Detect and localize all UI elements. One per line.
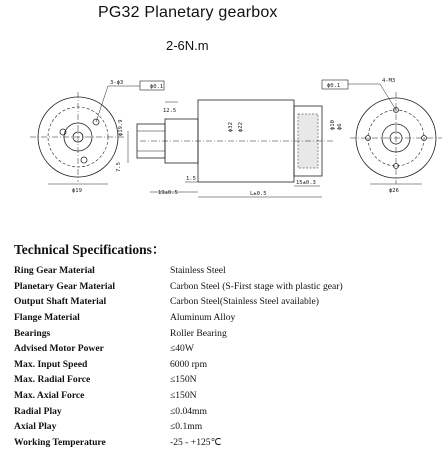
torque-rating: 2-6N.m: [166, 38, 209, 53]
left-holes-dim: 3-ϕ3: [110, 80, 124, 86]
right-dia-dim: ϕ26: [389, 188, 399, 194]
spec-label: Bearings: [14, 327, 51, 339]
dim-12-5: 12.5: [163, 108, 177, 114]
spec-label: Working Temperature: [14, 436, 106, 448]
left-tol-dim: ϕ0.1: [150, 84, 164, 90]
specs-heading: Technical Specifications：: [14, 242, 166, 257]
right-holes-dim: 4-M3: [382, 78, 396, 84]
dim-7-5: 7.5: [116, 162, 122, 172]
spec-row: [14, 279, 439, 295]
spec-label: Advised Motor Power: [14, 343, 104, 355]
gearbox-body: [198, 100, 294, 182]
spec-row: [14, 294, 439, 310]
spec-row: [14, 403, 439, 419]
spec-value: ≤0.1mm: [170, 421, 203, 433]
spec-row: [14, 310, 439, 326]
dim-1-5: 1.5: [186, 176, 196, 182]
spec-value: ≤150N: [170, 374, 197, 386]
spec-row: [14, 357, 439, 373]
spec-label: Output Shaft Material: [14, 296, 107, 308]
spec-row: [14, 263, 439, 279]
gearbox-drawing-svg: [0, 74, 447, 210]
spec-label: Axial Play: [14, 421, 57, 433]
spec-row: [14, 435, 439, 450]
spec-row: [14, 388, 439, 404]
spec-value: ≤150N: [170, 390, 197, 402]
left-dia-dim: ϕ19: [72, 188, 82, 194]
spec-value: Roller Bearing: [170, 327, 227, 339]
technical-drawing: [0, 74, 447, 210]
spec-label: Max. Input Speed: [14, 358, 88, 370]
dim-phi32: ϕ32: [228, 122, 234, 132]
dim-phi19-9: ϕ19.9: [118, 119, 124, 136]
spec-label: Max. Axial Force: [14, 390, 85, 402]
spec-label: Flange Material: [14, 312, 80, 324]
spec-value: Aluminum Alloy: [170, 312, 236, 324]
right-tol-dim: ϕ0.1: [327, 83, 341, 89]
spec-row: [14, 325, 439, 341]
spec-value: Carbon Steel(Stainless Steel available): [170, 296, 319, 308]
spec-row: [14, 419, 439, 435]
spec-value: Carbon Steel (S-First stage with plastic gear): [170, 280, 343, 292]
spec-value: ≤0.04mm: [170, 405, 207, 417]
spec-label: Ring Gear Material: [14, 265, 95, 277]
specs-table: [14, 263, 439, 450]
left-end-view: [30, 81, 164, 184]
dim-phi10: ϕ10: [330, 120, 336, 130]
spec-value: Stainless Steel: [170, 265, 226, 277]
dim-phi22: ϕ22: [238, 122, 244, 132]
spec-row: [14, 341, 439, 357]
spec-row: [14, 372, 439, 388]
dim-15-text: 15±0.3: [296, 180, 316, 186]
right-end-view: [322, 80, 442, 184]
dim-L-text: L±0.5: [250, 191, 267, 197]
spec-label: Radial Play: [14, 405, 62, 417]
left-leader: [96, 86, 108, 122]
spec-label: Planetary Gear Material: [14, 280, 116, 292]
spec-value: 6000 rpm: [170, 358, 208, 370]
dim-phi6: ϕ6: [337, 123, 343, 130]
spec-value: ≤40W: [170, 343, 194, 355]
page-title: PG32 Planetary gearbox: [98, 4, 278, 21]
spec-value: -25 - +125℃: [170, 436, 222, 448]
spec-label: Max. Radial Force: [14, 374, 91, 386]
dim-19-text: 19±0.5: [158, 190, 178, 196]
left-hole-3: [81, 157, 87, 163]
